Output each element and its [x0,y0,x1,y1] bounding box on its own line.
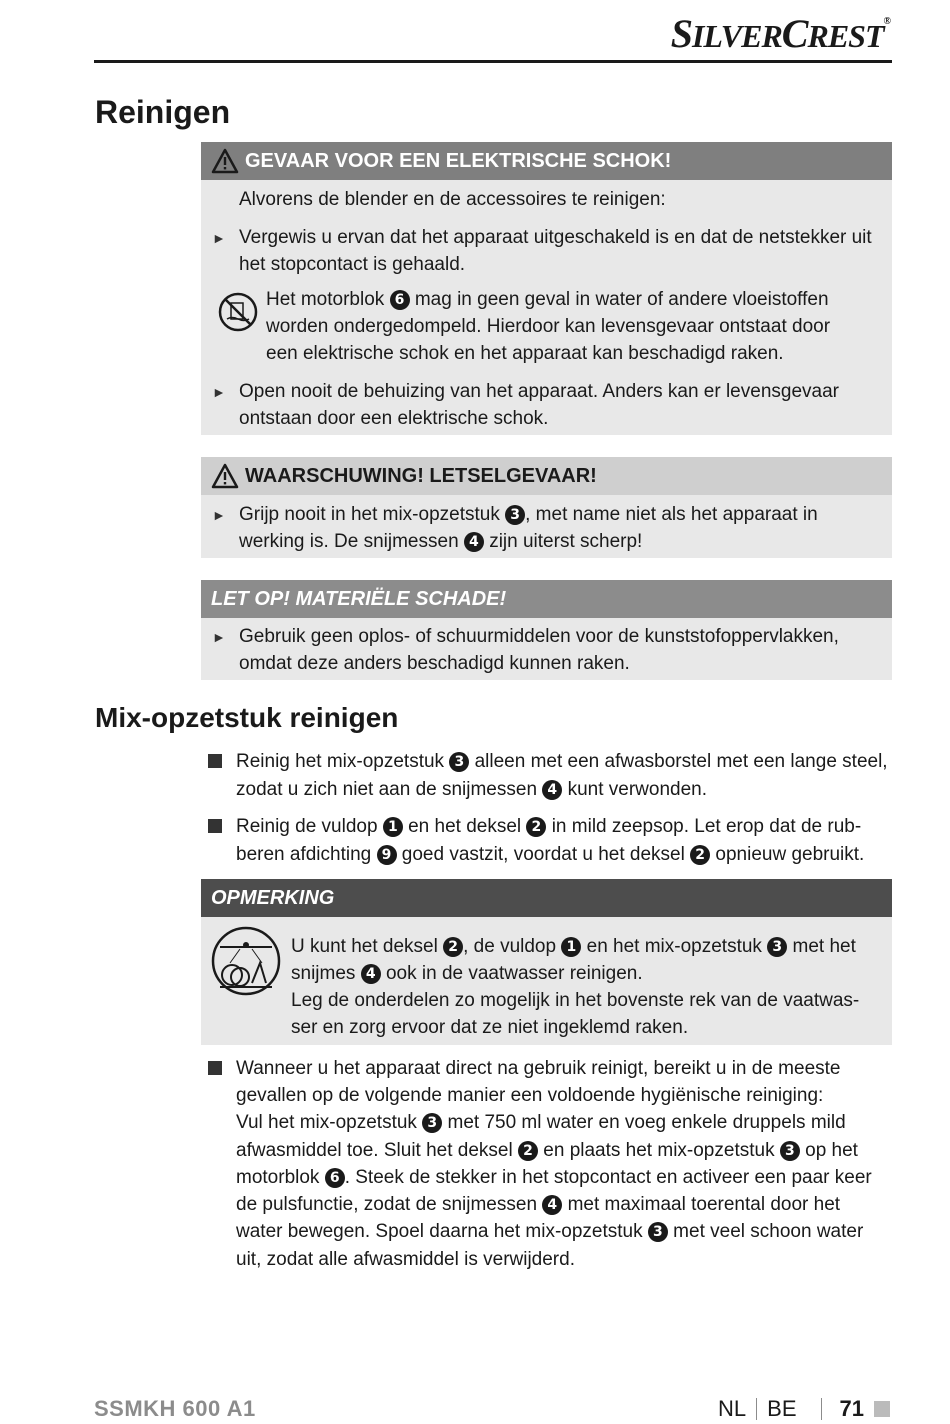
danger-bullet1-l1: Vergewis u ervan dat het apparaat uitgeschakeld is en dat de netstekker uit [239,227,872,248]
footer-separator [821,1398,822,1420]
ref-9: 9 [377,845,397,865]
caution-l2: omdat deze anders beschadigd kunnen raken. [239,653,630,674]
warning-l1: Grijp nooit in het mix-opzetstuk 3 , met name niet als het apparaat in [239,504,818,525]
note-l3: Leg de onderdelen zo mogelijk in het bovenste rek van de vaatwas- [291,990,860,1011]
bullet-square-icon [208,754,222,768]
ref-2: 2 [443,937,463,957]
footer-model: SSMKH 600 A1 [94,1396,256,1421]
no-immersion-icon [217,291,259,333]
item2-l1: Reinig de vuldop 1 en het deksel 2 in mild zeepsop. Let erop dat de rub- [236,816,862,837]
section-subtitle: Mix-opzetstuk reinigen [95,702,399,733]
item3-l3: Vul het mix-opzetstuk 3 met 750 ml water en voeg enkele druppels mild [236,1112,846,1133]
item3-l5: motorblok 6 . Steek de stekker in het stopcontact en activeer een paar keer [236,1167,872,1188]
ref-4: 4 [361,964,381,984]
brand-logo: SILVERCREST® [670,11,890,56]
danger-bullet2-l2: ontstaan door een elektrische schok. [239,408,549,429]
ref-1: 1 [383,817,403,837]
ref-3: 3 [780,1141,800,1161]
warning-heading: WAARSCHUWING! LETSELGEVAAR! [201,457,892,495]
item3-l8: uit, zodat alle afwasmiddel is verwijderd. [236,1249,575,1270]
page-title: Reinigen [95,94,231,130]
note-l1: U kunt het deksel 2 , de vuldop 1 en het mix-opzetstuk 3 met het [291,936,856,957]
danger-intro: Alvorens de blender en de accessoires te reinigen: [239,189,666,210]
ref-3: 3 [767,937,787,957]
bullet-arrow-icon: ► [212,230,226,246]
item3-l4: afwasmiddel toe. Sluit het deksel 2 en plaats het mix-opzetstuk 3 op het [236,1140,858,1161]
danger-heading: GEVAAR VOOR EEN ELEKTRISCHE SCHOK! [201,142,892,180]
note-heading: OPMERKING [201,879,892,917]
ref-2: 2 [518,1141,538,1161]
dishwasher-icon [210,925,282,997]
header-rule [94,60,892,63]
ref-3: 3 [422,1113,442,1133]
ref-4: 4 [542,1195,562,1215]
item1-l1: Reinig het mix-opzetstuk 3 alleen met een afwasborstel met een lange steel, [236,751,888,772]
ref-3: 3 [505,505,525,525]
item3-l6: de pulsfunctie, zodat de snijmessen 4 met maximaal toerental door het [236,1194,841,1215]
ref-1: 1 [561,937,581,957]
ref-6: 6 [325,1168,345,1188]
ref-4: 4 [464,532,484,552]
footer-lang-be: BE [767,1396,797,1421]
ref-2: 2 [690,845,710,865]
bullet-arrow-icon: ► [212,507,226,523]
danger-icon-text-l2: worden ondergedompeld. Hierdoor kan levensgevaar ontstaat door [266,316,831,337]
item1-l2: zodat u zich niet aan de snijmessen 4 kunt verwonden. [236,779,707,800]
item3-l2: gevallen op de volgende manier een voldoende hygiënische reiniging: [236,1085,824,1106]
footer-lang-nl: NL [718,1396,747,1421]
danger-bullet2-l1: Open nooit de behuizing van het apparaat. Anders kan er levensgevaar [239,381,839,402]
bullet-square-icon [208,819,222,833]
ref-2: 2 [526,817,546,837]
danger-icon-text-l1: Het motorblok 6 mag in geen geval in water of andere vloeistoffen [266,289,829,310]
item2-l2: beren afdichting 9 goed vastzit, voordat u het deksel 2 opnieuw gebruikt. [236,844,865,865]
warning-triangle-icon [211,148,239,174]
item3-l1: Wanneer u het apparaat direct na gebruik reinigt, bereikt u in de meeste [236,1058,841,1079]
bullet-arrow-icon: ► [212,384,226,400]
note-l4: ser en zorg ervoor dat ze niet ingeklemd raken. [291,1017,689,1038]
page-number: 71 [839,1396,864,1421]
bullet-square-icon [208,1061,222,1075]
caution-l1: Gebruik geen oplos- of schuurmiddelen voor de kunststofoppervlakken, [239,626,839,647]
bullet-arrow-icon: ► [212,629,226,645]
caution-heading: LET OP! MATERIËLE SCHADE! [201,580,892,618]
footer-separator [756,1398,757,1420]
danger-bullet1-l2: het stopcontact is gehaald. [239,254,466,275]
footer-square-icon [874,1401,890,1417]
item3-l7: water bewegen. Spoel daarna het mix-opzetstuk 3 met veel schoon water [236,1221,864,1242]
note-l2: snijmes 4 ook in de vaatwasser reinigen. [291,963,643,984]
ref-4: 4 [542,780,562,800]
ref-3: 3 [449,752,469,772]
ref-3: 3 [648,1222,668,1242]
footer-page-info [718,1396,890,1422]
danger-icon-text-l3: een elektrische schok en het apparaat kan beschadigd raken. [266,343,784,364]
ref-6: 6 [390,290,410,310]
warning-triangle-icon [211,463,239,489]
warning-l2: werking is. De snijmessen 4 zijn uiterst scherp! [239,531,643,552]
